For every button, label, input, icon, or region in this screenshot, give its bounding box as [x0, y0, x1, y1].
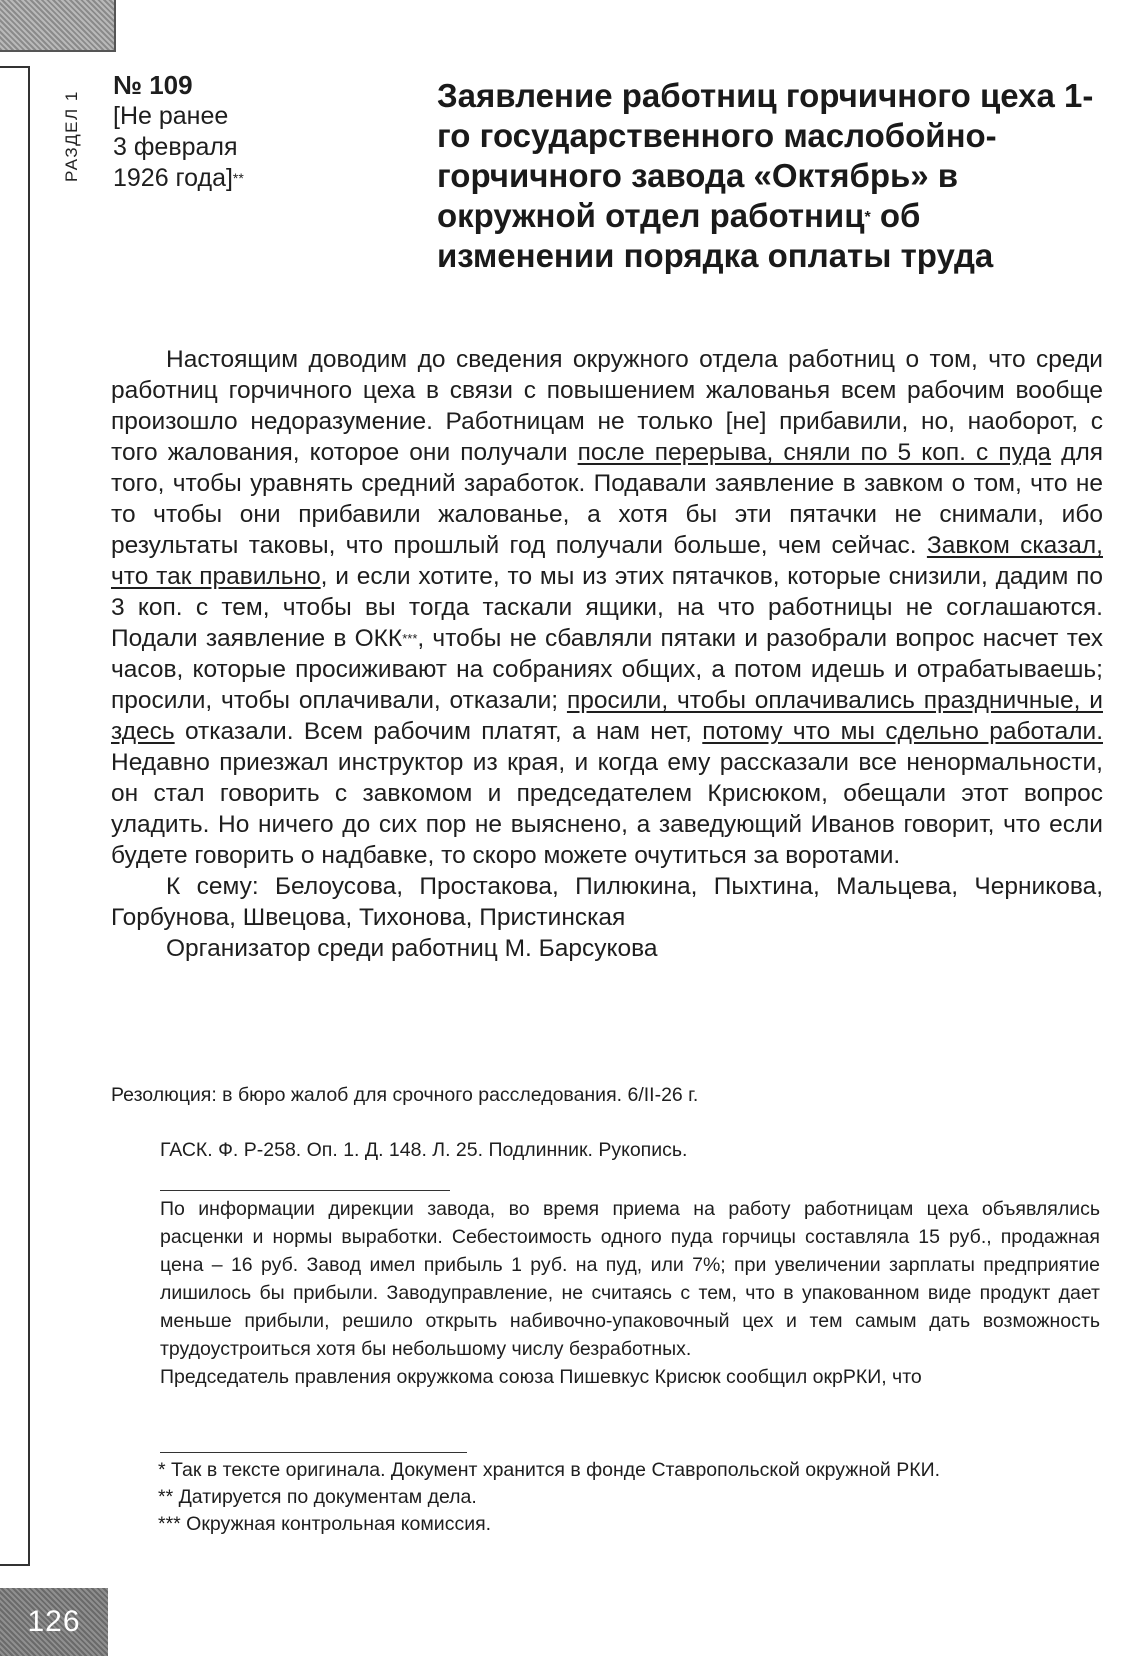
editorial-note-1: По информации дирекции завода, во время приема на работу работницам цеха объявлялись расценки и нормы выработки. Себестоимость одного пуда горчицы составляла 15 руб., продажная цена – 16 руб. Завод имел прибыль 1 руб. на пуд, или 7%; при увеличении зарплаты предприятие лишилось бы прибыли. Заводуправление, не считаясь с тем, что в упакованном виде продукт дает меньше прибыли, решило открыть набивочно-упаковочный цех и тем самым дать возможность трудоустроиться хотя бы небольшому числу безработных. — [160, 1198, 1100, 1360]
okk-footnote-mark: *** — [402, 631, 418, 646]
notes-divider — [160, 1190, 450, 1191]
document-date-line-3 — [113, 163, 313, 194]
left-margin-rule — [0, 66, 30, 1566]
document-date-line-1: [Не ранее — [113, 102, 229, 130]
corner-tab-decoration — [0, 0, 116, 52]
document-meta — [113, 70, 313, 194]
editorial-note-2: Председатель правления окружкома союза Пишевкус Крисюк сообщил окрРКИ, что — [160, 1366, 922, 1388]
body-p1-text-b: для того, чтобы уравнять средний заработок. Подавали заявление в завком о том, что не то чтобы они прибавили жалованье, а хотя бы эти пятачки не снимали, ибо результаты таковы, что прошлый год получали больше, чем сейчас. — [111, 439, 1104, 559]
editorial-notes — [160, 1195, 1100, 1391]
footnote-1: * Так в тексте оригинала. Документ хранится в фонде Ставропольской окружной РКИ. — [158, 1459, 941, 1481]
body-p1-text-f: Недавно приезжал инструктор из края, и когда ему рассказали все ненормальности, он стал говорить с завкомом и председателем Крисюком, обещали этот вопрос уладить. Но ничего до сих пор не выяснено, а заведующий Иванов говорит, что если будете говорить о надбавке, то скоро можете очутиться за воротами. — [111, 749, 1103, 869]
title-footnote-mark: * — [864, 209, 871, 226]
footnotes-divider — [160, 1452, 467, 1453]
body-paragraph-signatories: К сему: Белоусова, Простакова, Пилюкина, Пыхтина, Мальцева, Черникова, Горбунова, Швецова, Тихонова, Пристинская — [111, 873, 1103, 931]
body-p1-text-c: , и если хотите, то мы из этих пятачков, которые снизили, дадим по 3 коп. с тем, чтобы вы тогда таскали ящики, на что работницы не соглашаются. Подали заявление в ОКК — [111, 563, 1103, 652]
document-date-line-2: 3 февраля — [113, 133, 238, 161]
resolution-text: Резолюция: в бюро жалоб для срочного расследования. 6/II-26 г. — [111, 1084, 699, 1106]
archive-reference: ГАСК. Ф. Р-258. Оп. 1. Д. 148. Л. 25. Подлинник. Рукопись. — [160, 1139, 688, 1161]
date-footnote-mark: ** — [232, 170, 244, 186]
footnote-2: ** Датируется по документам дела. — [158, 1486, 477, 1508]
section-label: РАЗДЕЛ 1 — [62, 90, 81, 182]
body-p1-underlined-2: Завком сказал, что так правильно — [111, 532, 1103, 590]
document-date-year: 1926 года] — [113, 164, 233, 192]
footnotes — [111, 1457, 1101, 1538]
body-p1-text-a: Настоящим доводим до сведения окружного отдела работниц о том, что среди работниц горчичного цеха в связи с повышением жалованья всем рабочим вообще произошло недоразумение. Работницам не только [не] прибавили, но, наоборот, с того жалования, которое они получали — [111, 346, 1103, 466]
document-body — [111, 344, 1103, 964]
title-part-1: Заявление работниц горчичного цеха 1-го государственного маслобойно-горчичного завода «Октябрь» в окружной отдел работниц — [437, 77, 1094, 234]
page-number-box — [0, 1588, 108, 1656]
body-p1-underlined-1: после перерыва, сняли по 5 коп. с пуда — [577, 439, 1052, 466]
body-p1-text-d: , чтобы не сбавляли пятаки и разобрали вопрос насчет тех часов, которые просиживают на собраниях общих, а потом идешь и отрабатываешь; просили, чтобы оплачивали, отказали; — [111, 625, 1103, 714]
body-p1-underlined-4: потому что мы сдельно работали. — [702, 718, 1103, 745]
body-paragraph-organizer: Организатор среди работниц М. Барсукова — [166, 935, 658, 962]
body-paragraph-1 — [111, 344, 1103, 871]
page-number: 126 — [27, 1605, 81, 1638]
document-title — [437, 76, 1107, 276]
document-number: № 109 — [113, 70, 193, 100]
body-p1-underlined-3: просили, чтобы оплачивались праздничные, и здесь — [111, 687, 1103, 745]
title-part-2: об изменении порядка оплаты труда — [437, 197, 994, 274]
body-p1-text-e: отказали. Всем рабочим платят, а нам нет, — [174, 718, 703, 745]
footnote-3: *** Окружная контрольная комиссия. — [158, 1513, 492, 1535]
